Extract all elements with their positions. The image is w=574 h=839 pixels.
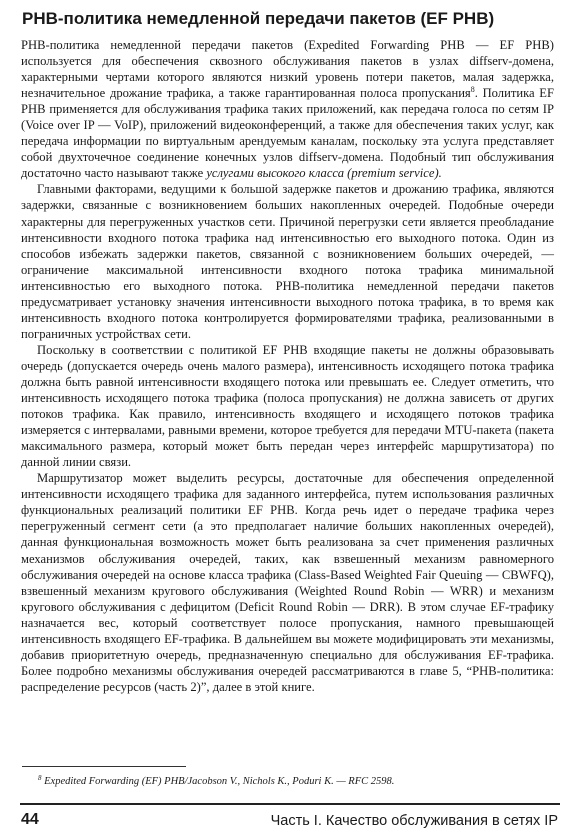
footnote-divider <box>22 766 186 767</box>
running-head: Часть I. Качество обслуживания в сетях IP <box>270 813 558 829</box>
page-number: 44 <box>21 811 39 828</box>
paragraph-1-text-continued: . Политика EF PHB применяется для обслуживания трафика таких приложений, как передача голоса по сетям IP (Voice over IP — VoIP), приложений видеоконференций, а также для обеспечения таких услуг, как передача информации по виртуальным арендуемым каналам, поскольку эта услуга представляет собой двухточечное соединение конечных узлов diffserv-домена. Подобный тип обслуживания достаточно часто называют также <box>21 86 554 181</box>
footer-divider <box>20 803 560 805</box>
paragraph-4: Маршрутизатор может выделить ресурсы, достаточные для обеспечения определенной интенсивности исходящего трафика для заданного интерфейса, путем использования различных функциональных реализаций политики EF PHB. Когда речь идет о передаче трафика через перегруженный сегмент сети (а это предполагает наличие больших накопленных очередей), данная функциональная возможность может быть реализована за счет применения различных механизмов обслуживания очередей, таких, как взвешенный механизм равномерного обслуживания очередей на основе класса трафика (Class-Based Weighted Fair Queuing — CBWFQ), взвешенный механизм кругового обслуживания (Weighted Round Robin — WRR) и механизм кругового обслуживания с дефицитом (Deficit Round Robin — DRR). В этом случае EF-трафику назначается вес, который соответствует полосе пропускания, намного превышающей интенсивность входящего EF-трафика. В дальнейшем вы можете модифицировать эти механизмы, добавив приоритетную очередь, предназначенную специально для обслуживания EF-трафика. Более подробно механизмы обслуживания очередей рассматриваются в главе 5, “PHB-политика: распределение ресурсов (часть 2)”, далее в этой книге. <box>21 471 554 694</box>
paragraph-1-text: PHB-политика немедленной передачи пакетов (Expedited Forwarding PHB — EF PHB) используется для обеспечения сквозного обслуживания пакетов в узлах diffserv-домена, характерными чертами которого являются низкий уровень потери пакетов, малая задержка, незначительное дрожание трафика, а также гарантированная полоса пропускания <box>21 38 554 101</box>
footnote-marker: 8 <box>38 774 42 782</box>
footnote <box>38 775 558 788</box>
paragraph-2: Главными факторами, ведущими к большой задержке пакетов и дрожанию трафика, являются задержки, связанные с возникновением больших накопленных очередей. Подобные очереди характерны для перегруженных участков сети. Причиной перегрузки сети является преобладание интенсивности входного потока трафика над интенсивностью его выходного потока. Один из способов избежать задержки пакетов, связанной с возникновением больших очередей, — ограничение максимальной интенсивности входного потока трафика минимальной интенсивностью его выходного потока. PHB-политика немедленной передачи пакетов предусматривает установку значения интенсивности выходного потока трафика, в то время как интенсивность входного потока контролируется формирователями трафика, реализованными в пограничных устройствах сети. <box>21 182 554 341</box>
footnote-reference[interactable]: 8 <box>470 85 475 95</box>
paragraph-1 <box>21 37 554 181</box>
footnote-text: Expedited Forwarding (EF) PHB/Jacobson V., Nichols K., Poduri K. — RFC 2598. <box>44 776 395 787</box>
body-text <box>21 37 554 695</box>
paragraph-1-emphasis: услугами высокого класса (premium service). <box>206 166 442 181</box>
paragraph-3: Поскольку в соответствии с политикой EF PHB входящие пакеты не должны образовывать очередь (допускается очередь очень малого размера), интенсивность исходящего потока трафика должна быть равной интенсивности входящего потока или превышать ее. Следует отметить, что интенсивность исходящего потока трафика (полоса пропускания) не должна зависеть от других потоков трафика. Как правило, интенсивность входящего и исходящего потоков трафика измеряется с интервалами, равными времени, которое требуется для передачи MTU-пакета (пакета максимального размера, который может быть передан через интерфейс маршрутизатора) по данной линии связи. <box>21 342 554 470</box>
section-heading: PHB-политика немедленной передачи пакетов (EF PHB) <box>22 9 495 28</box>
